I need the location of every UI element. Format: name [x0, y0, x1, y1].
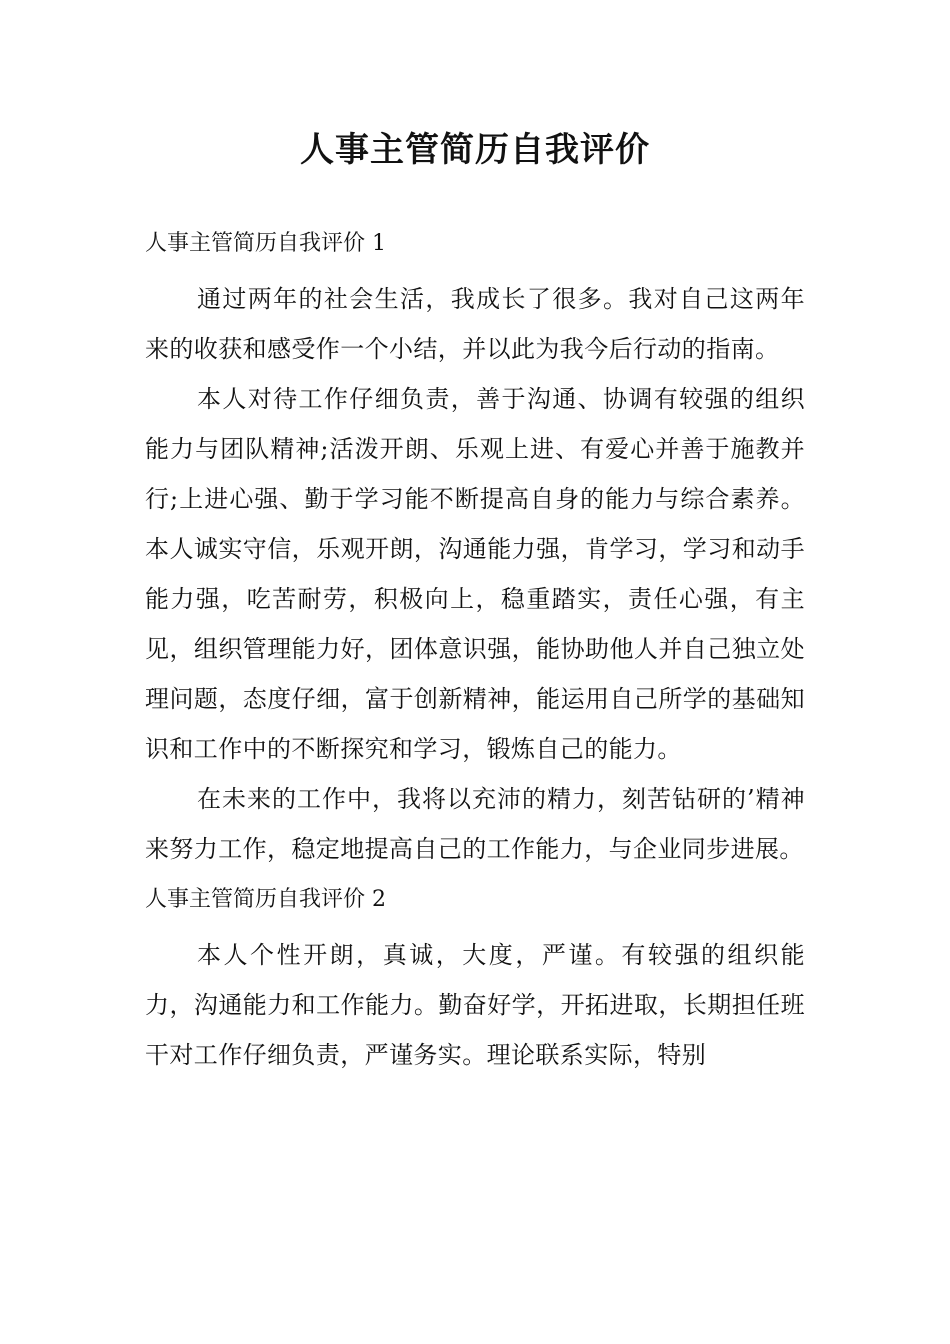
paragraph: 通过两年的社会生活，我成长了很多。我对自己这两年来的收获和感受作一个小结，并以此为我今后行动的指南。	[145, 285, 805, 363]
section-heading-2: 人事主管简历自我评价 2	[145, 887, 386, 912]
paragraph: 本人对待工作仔细负责，善于沟通、协调有较强的组织能力与团队精神;活泼开朗、乐观上进、有爱心并善于施教并行;上进心强、勤于学习能不断提高自身的能力与综合素养。本人诚实守信，乐观开朗，沟通能力强，肯学习，学习和动手能力强，吃苦耐劳，积极向上，稳重踏实，责任心强，有主见，组织管理能力好，团体意识强，能协助他人并自己独立处理问题，态度仔细，富于创新精神，能运用自己所学的基础知识和工作中的不断探究和学习，锻炼自己的能力。	[145, 385, 805, 763]
section-2	[145, 886, 805, 1080]
section-1	[145, 230, 805, 874]
paragraph: 在未来的工作中，我将以充沛的精力，刻苦钻研的’精神来努力工作，稳定地提高自己的工作能力，与企业同步进展。	[145, 785, 805, 863]
paragraph: 本人个性开朗，真诚，大度，严谨。有较强的组织能力，沟通能力和工作能力。勤奋好学，开拓进取，长期担任班干对工作仔细负责，严谨务实。理论联系实际，特别	[145, 941, 805, 1069]
section-heading-1: 人事主管简历自我评价 1	[145, 231, 386, 256]
document-title: 人事主管简历自我评价	[300, 130, 650, 170]
